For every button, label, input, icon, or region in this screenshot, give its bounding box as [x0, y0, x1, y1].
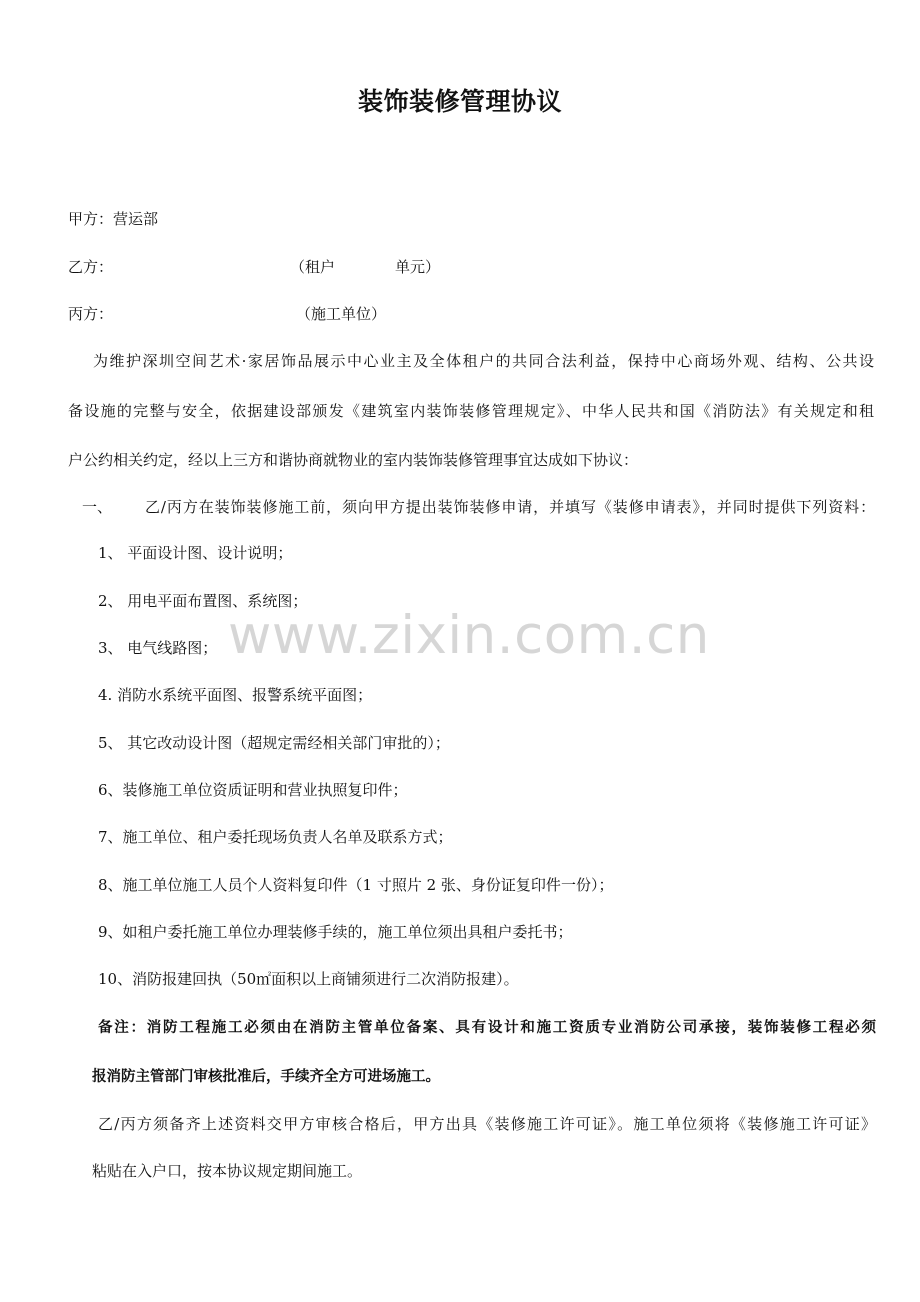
- party-a-line: 甲方：营运部: [68, 210, 159, 228]
- intro-line-2: 备设施的完整与安全，依据建设部颁发《建筑室内装饰装修管理规定》、中华人民共和国《消防法》有关规定和租: [68, 402, 874, 420]
- list-item: 10、消防报建回执（50㎡面积以上商铺须进行二次消防报建）。: [98, 970, 519, 988]
- list-item: 2、 用电平面布置图、系统图；: [98, 592, 308, 610]
- watermark: www.zixin.com.cn: [228, 605, 710, 666]
- list-item: 8、施工单位施工人员个人资料复印件（1 寸照片 2 张、身份证复印件一份）；: [98, 876, 614, 894]
- note-line-1: 备注：消防工程施工必须由在消防主管单位备案、具有设计和施工资质专业消防公司承接，装饰装修工程必须: [98, 1020, 876, 1036]
- closing-line-2: 粘贴在入户口，按本协议规定期间施工。: [92, 1162, 363, 1180]
- list-item: 6、装修施工单位资质证明和营业执照复印件；: [98, 781, 408, 799]
- clause-1-text: 乙/丙方在装饰装修施工前，须向甲方提出装饰装修申请，并填写《装修申请表》，并同时提供下列资料：: [145, 498, 875, 516]
- party-b-note: （租户 单元）: [290, 258, 441, 276]
- list-item: 5、 其它改动设计图（超规定需经相关部门审批的）；: [98, 734, 450, 752]
- intro-line-3: 户公约相关约定，经以上三方和谐协商就物业的室内装饰装修管理事宜达成如下协议：: [68, 451, 639, 469]
- document-title: 装饰装修管理协议: [357, 87, 562, 116]
- list-item: 1、 平面设计图、设计说明；: [98, 544, 293, 562]
- closing-line-1: 乙/丙方须备齐上述资料交甲方审核合格后，甲方出具《装修施工许可证》。施工单位须将《装修施工许可证》: [98, 1115, 876, 1133]
- clause-1-number: 一、: [82, 498, 113, 516]
- note-line-2: 报消防主管部门审核批准后，手续齐全方可进场施工。: [92, 1069, 440, 1085]
- list-item: 4. 消防水系统平面图、报警系统平面图；: [98, 686, 373, 704]
- party-b-label: 乙方：: [68, 258, 114, 276]
- list-item: 9、如租户委托施工单位办理装修手续的，施工单位须出具租户委托书；: [98, 923, 573, 941]
- party-c-label: 丙方：: [68, 305, 114, 323]
- list-item: 7、施工单位、租户委托现场负责人名单及联系方式；: [98, 828, 453, 846]
- list-item: 3、 电气线路图；: [98, 639, 218, 657]
- party-c-note: （施工单位）: [296, 305, 387, 323]
- intro-line-1: 为维护深圳空间艺术·家居饰品展示中心业主及全体租户的共同合法利益，保持中心商场外观、结构、公共设: [93, 352, 874, 370]
